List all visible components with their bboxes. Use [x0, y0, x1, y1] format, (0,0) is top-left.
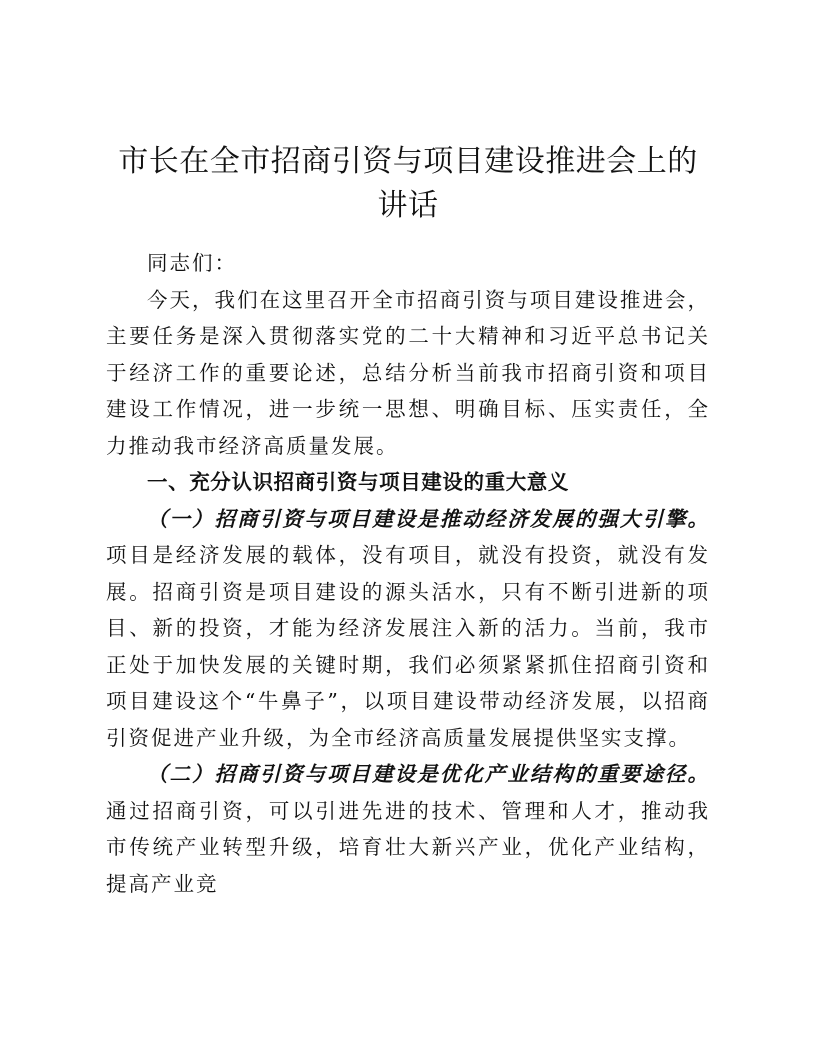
- paragraph-1-lead: （一）招商引资与项目建设是推动经济发展的强大引擎。: [147, 506, 710, 531]
- paragraph-1-body: 项目是经济发展的载体，没有项目，就没有投资，就没有发展。招商引资是项目建设的源头活水，只有不断引进新的项目、新的投资，才能为经济发展注入新的活力。当前，我市正处于加快发展的关键时期，我们必须紧紧抓住招商引资和项目建设这个“牛鼻子”，以项目建设带动经济发展，以招商引资促进产业升级，为全市经济高质量发展提供坚实支撑。: [106, 543, 710, 750]
- paragraph-2-body: 通过招商引资，可以引进先进的技术、管理和人才，推动我市传统产业转型升级，培育壮大新兴产业，优化产业结构，提高产业竞: [106, 798, 710, 896]
- document-title: 市长在全市招商引资与项目建设推进会上的讲话: [118, 144, 698, 223]
- paragraph-2: [106, 756, 710, 902]
- paragraph-2-lead: （二）招商引资与项目建设是优化产业结构的重要途径。: [147, 762, 710, 786]
- section-heading: 一、充分认识招商引资与项目建设的重大意义: [147, 470, 569, 494]
- paragraph-1: [106, 501, 710, 757]
- salutation: 同志们：: [147, 251, 237, 275]
- document-body: [106, 245, 710, 902]
- intro-paragraph: 今天，我们在这里召开全市招商引资与项目建设推进会，主要任务是深入贯彻落实党的二十大精神和习近平总书记关于经济工作的重要论述，总结分析当前我市招商引资和项目建设工作情况，进一步统一思想、明确目标、压实责任，全力推动我市经济高质量发展。: [106, 287, 710, 458]
